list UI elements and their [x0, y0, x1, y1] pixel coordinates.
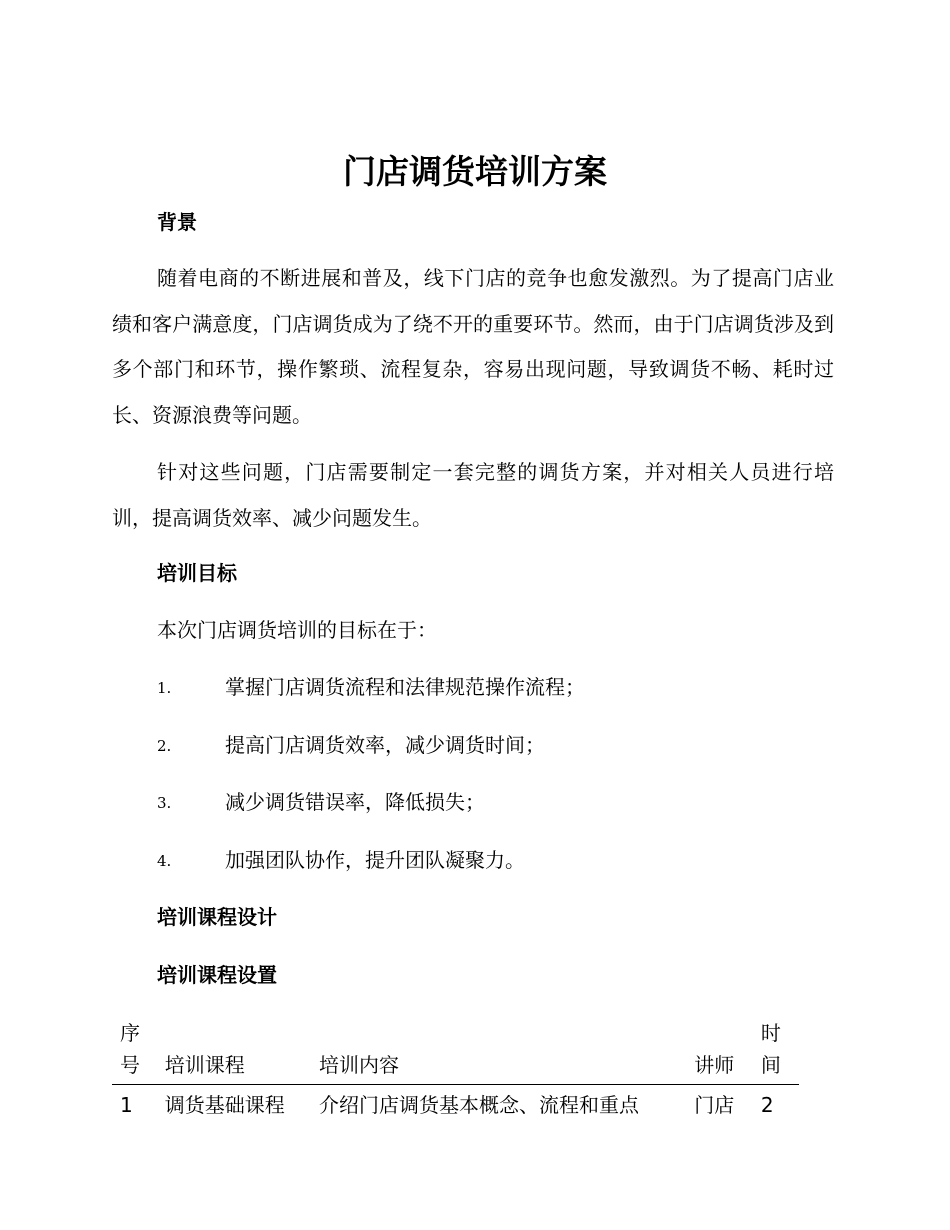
- cell-content: 介绍门店调货基本概念、流程和重点: [319, 1093, 640, 1117]
- header-seq-line1: 序: [120, 1021, 140, 1045]
- cell-course: 调货基础课程: [164, 1093, 285, 1117]
- header-time-line2: 间: [760, 1053, 781, 1077]
- list-number: 4.: [157, 852, 172, 870]
- document-title: 门店调货培训方案: [343, 152, 607, 191]
- list-text: 减少调货错误率，降低损失；: [225, 790, 485, 814]
- header-lecturer: 讲师: [694, 1017, 761, 1085]
- list-text: 加强团队协作，提升团队凝聚力。: [225, 848, 525, 872]
- section-heading-background: 背景: [157, 210, 197, 234]
- course-table: [112, 1017, 799, 1121]
- list-text: 掌握门店调货流程和法律规范操作流程；: [225, 675, 585, 699]
- table-row: [112, 1085, 799, 1122]
- table-header-row: [112, 1017, 799, 1085]
- header-seq: [112, 1017, 165, 1085]
- goals-intro: 本次门店调货培训的目标在于：: [157, 618, 437, 642]
- header-seq-line2: 号: [120, 1053, 140, 1077]
- list-number: 1.: [157, 679, 172, 697]
- background-paragraph-1: 随着电商的不断进展和普及，线下门店的竞争也愈发激烈。为了提高门店业绩和客户满意度，门店调货成为了绕不开的重要环节。然而，由于门店调货涉及到多个部门和环节，操作繁琐、流程复杂，容易出现问题，导致调货不畅、耗时过长、资源浪费等问题。: [112, 266, 834, 427]
- header-time: [761, 1017, 799, 1085]
- list-number: 3.: [157, 794, 172, 812]
- list-text: 提高门店调货效率，减少调货时间；: [225, 733, 545, 757]
- header-time-line1: 时: [760, 1021, 781, 1045]
- cell-time: 2: [760, 1093, 774, 1117]
- section-heading-course-design: 培训课程设计: [157, 905, 277, 929]
- section-heading-goals: 培训目标: [157, 561, 237, 585]
- cell-lecturer: 门店: [694, 1093, 735, 1117]
- cell-seq: 1: [120, 1093, 133, 1117]
- section-subheading-course-settings: 培训课程设置: [157, 963, 277, 987]
- background-paragraph-2: 针对这些问题，门店需要制定一套完整的调货方案，并对相关人员进行培训，提高调货效率、减少问题发生。: [112, 460, 834, 530]
- list-number: 2.: [157, 737, 172, 755]
- header-course: 培训课程: [165, 1017, 319, 1085]
- header-content: 培训内容: [319, 1017, 694, 1085]
